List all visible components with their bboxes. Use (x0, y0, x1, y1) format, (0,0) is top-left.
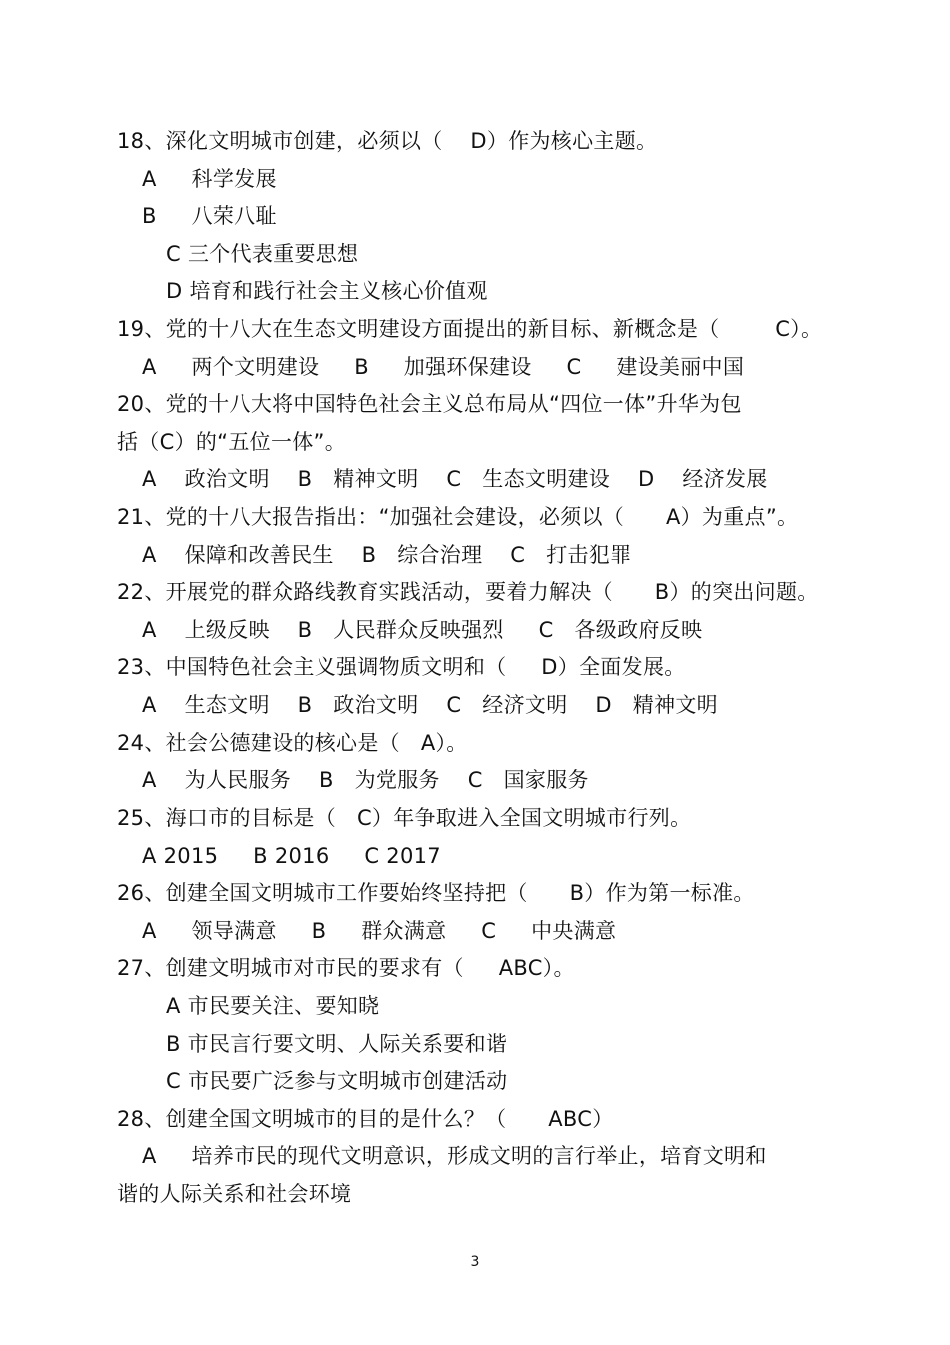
question-28: 28、创建全国文明城市的目的是什么？（ ABC） (117, 1107, 614, 1131)
option-18a: A 科学发展 (142, 167, 277, 191)
question-19: 19、党的十八大在生态文明建设方面提出的新目标、新概念是（ C）。 (117, 317, 823, 341)
question-20-cont: 括（C）的“五位一体”。 (117, 430, 347, 454)
question-25: 25、海口市的目标是（ C）年争取进入全国文明城市行列。 (117, 806, 692, 830)
options-20: A 政治文明 B 精神文明 C 生态文明建设 D 经济发展 (142, 467, 768, 491)
options-21: A 保障和改善民生 B 综合治理 C 打击犯罪 (142, 543, 632, 567)
option-27c: C 市民要广泛参与文明城市创建活动 (166, 1069, 508, 1093)
options-26: A 领导满意 B 群众满意 C 中央满意 (142, 919, 617, 943)
option-28a-cont: 谐的人际关系和社会环境 (117, 1182, 352, 1206)
question-20: 20、党的十八大将中国特色社会主义总布局从“四位一体”升华为包 (117, 392, 742, 416)
option-18d: D 培育和践行社会主义核心价值观 (166, 279, 488, 303)
question-26: 26、创建全国文明城市工作要始终坚持把（ B）作为第一标准。 (117, 881, 755, 905)
question-23: 23、中国特色社会主义强调物质文明和（ D）全面发展。 (117, 655, 686, 679)
options-24: A 为人民服务 B 为党服务 C 国家服务 (142, 768, 589, 792)
options-25: A 2015 B 2016 C 2017 (142, 844, 441, 868)
question-22: 22、开展党的群众路线教育实践活动，要着力解决（ B）的突出问题。 (117, 580, 819, 604)
page-number: 3 (470, 1254, 480, 1270)
options-23: A 生态文明 B 政治文明 C 经济文明 D 精神文明 (142, 693, 718, 717)
options-19: A 两个文明建设 B 加强环保建设 C 建设美丽中国 (142, 355, 745, 379)
question-21: 21、党的十八大报告指出：“加强社会建设，必须以（ A）为重点”。 (117, 505, 799, 529)
option-27a: A 市民要关注、要知晓 (166, 994, 380, 1018)
question-27: 27、创建文明城市对市民的要求有（ ABC）。 (117, 956, 575, 980)
options-22: A 上级反映 B 人民群众反映强烈 C 各级政府反映 (142, 618, 703, 642)
option-28a: A 培养市民的现代文明意识，形成文明的言行举止，培育文明和 (142, 1144, 767, 1168)
question-18: 18、深化文明城市创建，必须以（ D）作为核心主题。 (117, 129, 658, 153)
option-27b: B 市民言行要文明、人际关系要和谐 (166, 1032, 508, 1056)
option-18c: C 三个代表重要思想 (166, 242, 359, 266)
option-18b: B 八荣八耻 (142, 204, 277, 228)
question-24: 24、社会公德建设的核心是（ A）。 (117, 731, 468, 755)
